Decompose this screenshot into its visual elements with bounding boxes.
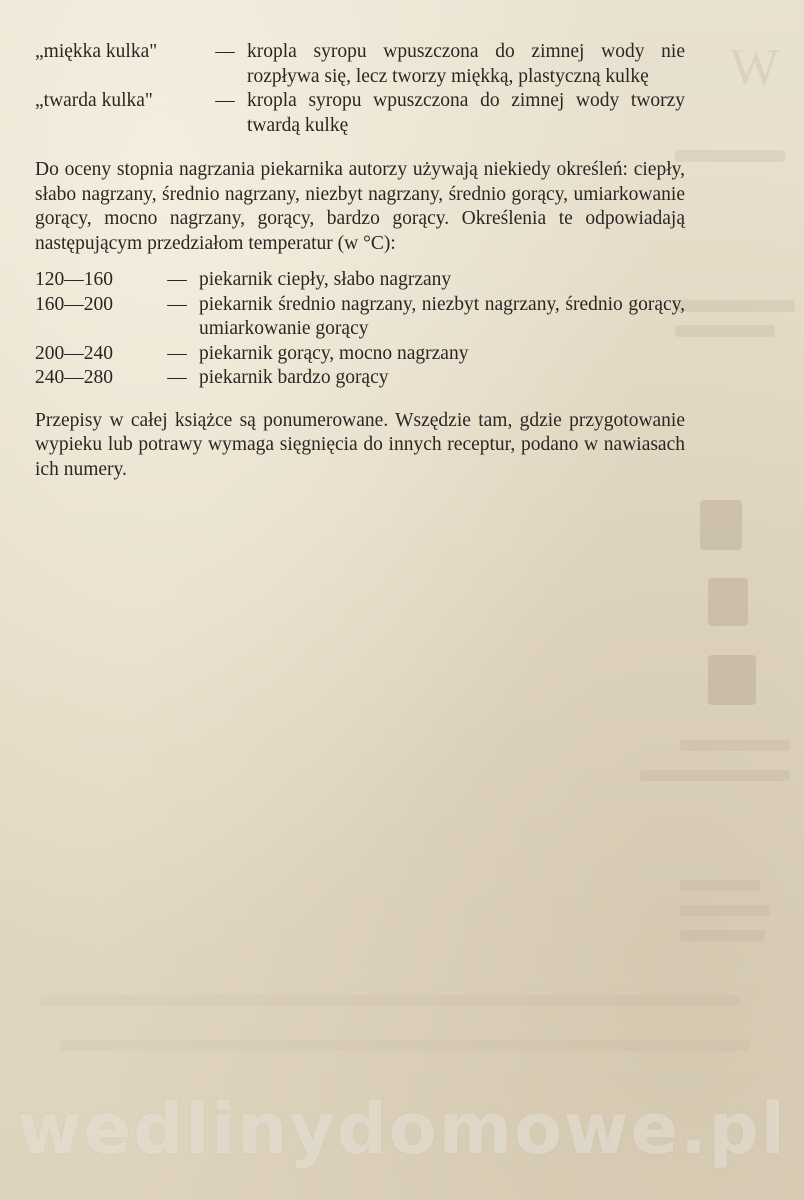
intro-paragraph: Do oceny stopnia nagrzania piekarnika autorzy używają niekiedy określeń: ciepły, słabo nagrzany, średnio nagrzany, niezbyt nagrzany, średnio gorący, umiarkowanie gorący, mocno nagrzany, gorący, bardzo gorący. Określenia te odpowiadają następującym przedziałom temperatur (w °C): xyxy=(35,159,685,254)
temperature-range: 160—200 xyxy=(35,293,113,315)
temperature-description: piekarnik ciepły, słabo nagrzany xyxy=(199,269,452,290)
temperature-description: piekarnik bardzo gorący xyxy=(199,367,389,388)
bleed-through-line xyxy=(680,740,790,751)
bleed-through-mark xyxy=(708,578,748,626)
temperature-dash: — xyxy=(167,269,187,290)
definition-term: „twarda kulka" xyxy=(35,90,153,111)
temperature-row xyxy=(35,366,685,391)
definition-dash: — xyxy=(215,41,235,62)
bleed-through-line xyxy=(40,995,740,1006)
definition-description: kropla syropu wpuszczona do zimnej wody nie rozpływa się, lecz tworzy miękką, plastyczną kulkę xyxy=(247,41,685,87)
temperature-description: piekarnik średnio nagrzany, niezbyt nagrzany, średnio gorący, umiarkowanie gorący xyxy=(199,293,685,339)
temperature-dash: — xyxy=(167,293,187,315)
bleed-through-line xyxy=(680,905,770,916)
definition-term: „miękka kulka" xyxy=(35,41,158,62)
temperature-range: 200—240 xyxy=(35,342,113,364)
bleed-through-line xyxy=(60,1040,750,1051)
definition-description: kropla syropu wpuszczona do zimnej wody tworzy twardą kulkę xyxy=(247,90,685,136)
definition-row xyxy=(35,89,685,138)
bleed-through-mark xyxy=(700,500,742,550)
temperature-range: 120—160 xyxy=(35,269,113,290)
definition-dash: — xyxy=(215,90,235,111)
page-text xyxy=(35,40,685,482)
watermark: wedlinydomowe.pl xyxy=(17,1088,787,1170)
temperature-row xyxy=(35,342,685,367)
bleed-through-line xyxy=(675,300,795,312)
temperature-range: 240—280 xyxy=(35,367,113,388)
temperature-description: piekarnik gorący, mocno nagrzany xyxy=(199,342,469,364)
bleed-through-heading: W xyxy=(730,39,780,96)
bleed-through-line xyxy=(680,930,765,941)
bleed-through-line xyxy=(680,880,760,891)
temperature-row xyxy=(35,268,685,293)
bleed-through-line xyxy=(675,150,785,162)
temperature-dash: — xyxy=(167,342,187,364)
bleed-through-mark xyxy=(708,655,756,705)
bleed-through-line xyxy=(640,770,790,781)
definition-row xyxy=(35,40,685,89)
closing-paragraph: Przepisy w całej książce są ponumerowane. Wszędzie tam, gdzie przygotowanie wypieku lub potrawy wymaga sięgnięcia do innych receptur, podano w nawiasach ich numery. xyxy=(35,409,685,480)
temperature-dash: — xyxy=(167,367,187,388)
temperature-table xyxy=(35,268,685,391)
temperature-row xyxy=(35,293,685,342)
bleed-through-line xyxy=(675,325,775,337)
